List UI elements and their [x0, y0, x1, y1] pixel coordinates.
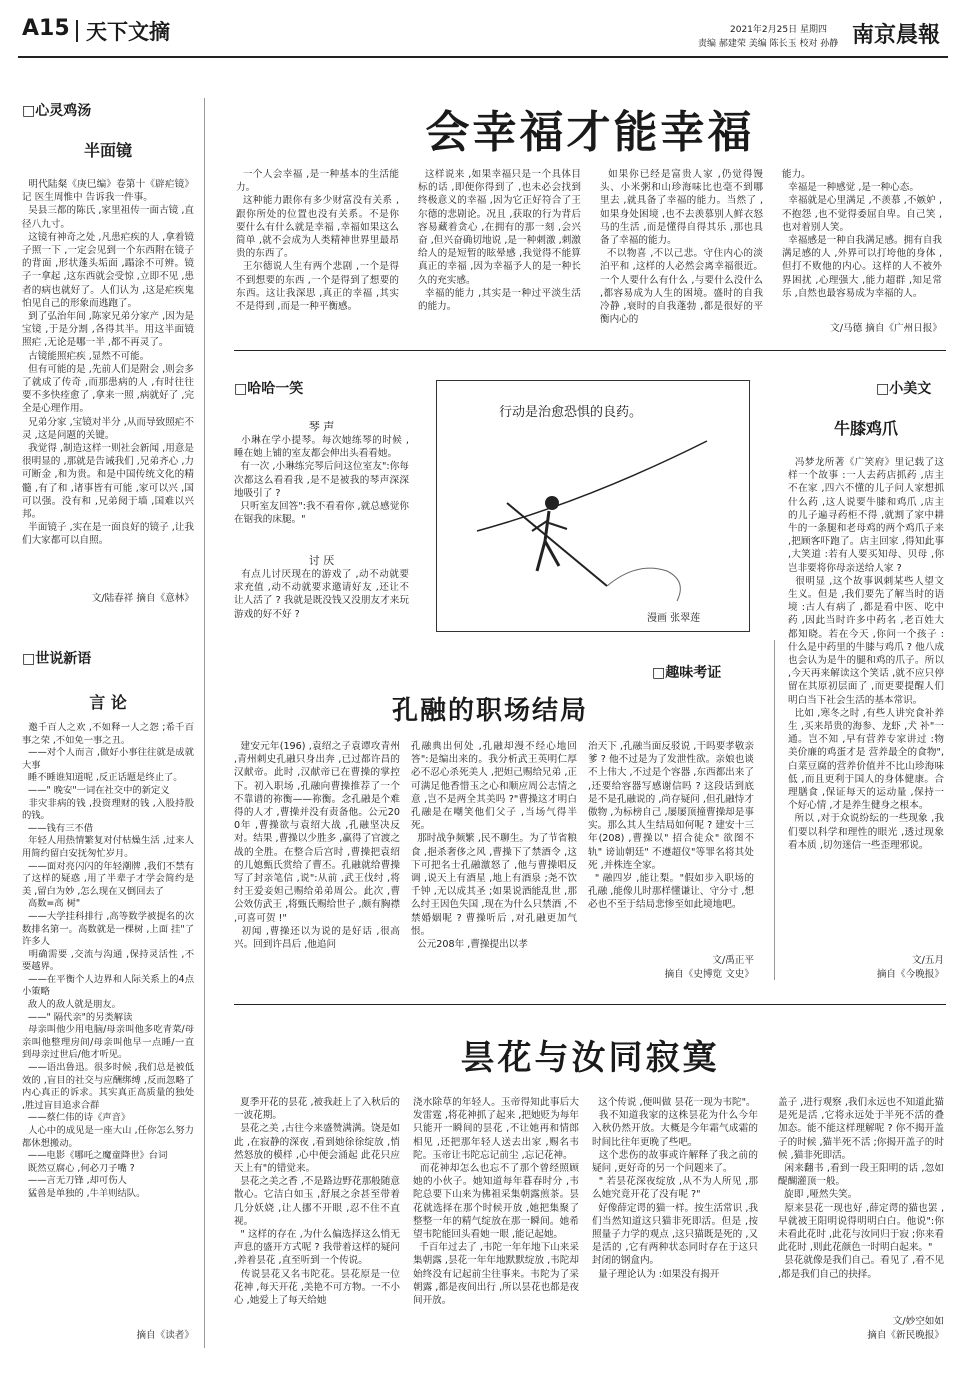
cartoon-credit: 漫画 张翠莲: [647, 613, 701, 624]
article-title-remarks: 言 论: [89, 693, 127, 712]
article-body-niuxi: 冯梦龙所著《广笑府》里记载了这样一个故事 :一人去药店抓药 ,店主不在家 ,四六不懂的儿子问人家想抓什么药 ,这人说要牛膝和鸡爪 ,店主的儿子遍寻药柜不得 ,就割了家中耕牛的一条腿和老母鸡的两个鸡爪子来 ,把顾客吓跑了。店主回家 ,得知此事 ,大笑道 :若有人要买知母、贝母 ,你岂非要将你母亲送给人家 ? 很明显 ,这个故事讽刺某些人望文生义。但是 ,我们要先了解当时的语境 :古人有病了 ,都是看中医、吃中药 ,因此当时许多中药名 ,老百姓大都知晓。若在今天 ,你问一个孩子 :什么是中药里的牛膝与鸡爪 ? 他八成也会认为是牛的腿和鸡的爪子。所以 ,今天再来解读这个笑话 ,就不应只停留在其原初层面了 ,而更要提醒人们明白当下社会生活的基本常识。 比如 ,寒冬之时 ,有些人讲究食补养生 ,买来昂贵的海参、龙虾 ,犬 补"一通。岂不知 ,早有营养专家讲过 :物美价廉的鸡蛋才是 营养最全的食物",白菜豆腐的营养价值并不比山珍海味低 ,而且更利于国人的身体健康。合理膳食 ,保证每天的运动量 ,保持一个好心情 ,才是养生健身之根本。 所以 ,对于众说纷纭的一些现象 ,我们要以科学和理性的眼光 ,透过现象看本质 ,切勿迷信一些歪理邪说。: [788, 457, 945, 851]
article-source-epiphyllum: 摘自《新民晚报》: [867, 1330, 944, 1341]
article-source-kongrong: 摘自《史博览 文史》: [664, 969, 754, 980]
article-epiphyllum-col3: 这个传说 ,便叫做 昙花一现为韦陀"。 我不知道我家的这株昙花为什么今年入秋仍然开放。大概是今年霜气成霜的时间比往年更晚了些吧。 这个悲伤的故事或许解释了我之前的疑问 ,更好奇的另一个问题来了。 " 若昙花深夜绽放 ,从不为人所见 ,那么她究竟开花了没有呢 ?" 好像薛定谔的猫一样。按生活常识 ,我们当然知道这只猫非死即活。但是 ,按照量子力学的观点 ,这只猫既是死的 ,又是活的 ,它有两种状态同时存在于这只封闭的钢盒内。 量子理论认为 :如果没有揭开: [592, 1097, 758, 1280]
section-rule-2: [234, 1004, 946, 1005]
article-kongrong-col2: 孔融典出何处 ,孔融却漫不经心地回答":是编出来的。我分析武王英明仁厚必不忍心杀死美人 ,把妲己赐给兄弟 ,正可满足他香惜玉之心和顺应周公志情之意 ,岂不是两全其美吗 ?"曹操这才明白孔融是在嘲笑他们父子 ,当场气得半死。 那时战争频繁 ,民不聊生。为了节省粮食 ,挹杀奢侈之风 ,曹操下了禁酒令 ,这下可把名士孔融激怒了 ,他与曹操唱反调 ,说天上有酒星 ,地上有酒泉 ;尧不饮千钟 ,无以成其圣 ;如果说酒能乱世 ,那么纣王因色失国 ,现在为什么只禁酒 ,不禁婚姻呢 ? 曹操听后 ,对孔融更加气恨。 公元208年 ,曹操提出以孝: [411, 741, 577, 951]
article-source-remarks: 摘自《读者》: [136, 1330, 194, 1341]
newspaper-logo: 南京晨報: [852, 22, 941, 48]
column-divider-right: [774, 640, 775, 980]
cartoon-caption: 行动是治愈恐惧的良药。: [499, 405, 643, 420]
cartoon-frame: [436, 380, 750, 632]
section-rule-1: [234, 350, 946, 351]
joke-body-violin: 小琳在学小提琴。每次她练琴的时候 ,睡在她上铺的室友都会伸出头看看她。 有一次 ,小琳练完琴后问这位室友":你每次都这么看看我 ,是不是被我的琴声深深地吸引了 ? 只听室友回答":我不看看你 ,就总感觉你在锯我的床腿。": [234, 435, 409, 526]
article-happiness-col4: 能力。 幸福是一种感觉 ,是一种心态。 幸福就是心里满足 ,不羡慕 ,不嫉妒 ,不抱怨 ,也不觉得委屈自卑。自己笑 ,也对着别人笑。 幸福感是一种自我满足感。拥有自我满足感的人 ,外界可以打垮他的身体 ,但打不败他的内心。这样的人不被外界困扰 ,心理强大 ,能力超群 ,知足常乐 ,自然也最容易成为幸福的人。: [782, 169, 943, 299]
joke-body-annoying: 有点儿讨厌现在的游戏了 ,动不动就要求充值 ,动不动就要求邀请好友 ,还让不让人活了 ? 我就是既没钱又没朋友才来玩游戏的好不好 ?: [234, 569, 409, 620]
column-tag-heart: □心灵鸡汤: [22, 103, 92, 119]
article-title-mirror: 半面镜: [83, 141, 132, 160]
header-rule: [18, 56, 948, 58]
article-source-mirror: 文/陆春祥 摘自《意林》: [91, 593, 194, 604]
column-tag-sayings: □世说新语: [22, 651, 92, 667]
column-tag-research: □趣味考证: [652, 665, 722, 681]
editors-credit: 责编 郝建荣 美编 陈长玉 校对 孙静: [698, 39, 839, 49]
article-epiphyllum-col4: 盖子 ,进行观察 ,我们永远也不知道此猫是死是活 ,它将永远处于半死不活的叠加态。能不能这样理解呢 ? 你不揭开盖子的时候 ,猫半死不活 ;你揭开盖子的时候 ,猫非死即活。 闲来翻书 ,看到一段王阳明的话 ,忽如醍醐灌顶一般。 旋即 ,哑然失笑。 原来昙花一现也好 ,薛定谔的猫也罢 ,早就被王阳明说得明明白白。他说":你未看此花时 ,此花与汝同归于寂 ;你来看此花时 ,则此花颜色一时明白起来。" 昙花就像是我们自己。看见了 ,看不见 ,都是我们自己的抉择。: [778, 1097, 944, 1280]
article-happiness-col3: 如果你已经是富贵人家 ,仍觉得馒头、小米粥和山珍海味比也毫不到哪里去 ,就具备了幸福的能力。当然了 ,如果身处困境 ,也不去羡慕别人鲜衣怒马的生活 ,而是懂得自得其乐 ,那也具备了幸福的能力。 不以物喜 ,不以己悲。守住内心的淡泊平和 ,这样的人必然会离幸福很近。一个人要什么有什么 ,与要什么没什么 ,都容易成为人生的困境。盛时的自我冷静 ,衰时的自我蓬勃 ,都是很好的平衡内心的: [600, 169, 763, 326]
article-author-epiphyllum: 文/妙空如如: [892, 1316, 944, 1327]
article-happiness-col2: 这样说来 ,如果幸福只是一个具体目标的话 ,即便你得到了 ,也未必会找到终极意义的幸福 ,因为它正好符合了王尔德的悲剧论。况且 ,获取的行为背后容易藏着贪心 ,在拥有的那一刻 ,会兴奋 ,但兴奋确切地说 ,是一种刺激 ,刺激给人的是短暂的眩晕感 ,我觉得不能算真正的幸福 ,因为幸福予人的是一种长久的充实感。 幸福的能力 ,其实是一种过平淡生活的能力。: [418, 169, 581, 313]
article-title-epiphyllum: 昙花与汝同寂寞: [460, 1038, 720, 1078]
column-divider: [204, 98, 205, 1348]
article-title-happiness: 会幸福才能幸福: [425, 107, 755, 158]
article-author-kongrong: 文/禹正平: [712, 955, 754, 966]
article-author-niuxi: 文/五月: [911, 955, 944, 966]
issue-date: 2021年2月25日 星期四: [730, 25, 827, 35]
column-tag-essay: □小美文: [876, 381, 932, 397]
page-number: A15: [22, 16, 70, 41]
cartoon-tightrope-illustration: [437, 381, 749, 631]
article-title-kongrong: 孔融的职场结局: [391, 696, 588, 726]
article-source-happiness: 文/马德 摘自《广州日报》: [830, 323, 942, 334]
joke-title-violin: 琴 声: [308, 420, 335, 433]
header-separator: [76, 20, 78, 42]
page-header: [0, 0, 967, 58]
article-kongrong-col3: 治天下 ,孔融当面反驳说 ,干吗要孝敬亲爹 ? 他不过是为了发泄性欲。亲娘也谈不上伟大 ,不过是个容器 ,东西都出来了 ,还要给容器写感谢信吗 ? 这段话到底是不是孔融说的 ,尚存疑问 ,但孔融恃才傲物 ,为标榜自己 ,屡屡顶撞曹操却是事实。那么其人生结局如何呢 ? 建安十三年(208) ,曹操以" 招合徒众" 欲图不轨" 谤讪朝廷" 不遵超仪"等罪名将其处死 ,并株连全家。 " 融四岁 ,能让梨。"假如步入职场的孔融 ,能像儿时那样懂谦让、守分寸 ,想必也不至于结局悲惨至如此境地吧。: [588, 741, 754, 911]
article-body-remarks: 邀千百人之欢 ,不如释一人之怨 ;希千百事之荣 ,不如免一事之丑。 ——对个人而言 ,做好小事往往就是成就大事 睡不睡谁知道呢 ,反正话题是终止了。 ——" 晚安"一词在社交中的新定义 非灾非病的钱 ,投资理财的钱 ,入股持股的钱。 ——钱有三不借 年轻人用热情繁复对付枯燥生活 ,过来人用简约留白安抚匆忙岁月。 ——面对亮闪闪的年轻潮牌 ,我们不禁有了这样的疑惑 ,用了半辈子才学会简约是美 ,留白为妙 ,怎么现在又倒回去了 高数=高 树" ——大学挂科排行 ,高等数学被提名的次数排名第一。高数就是一棵树 ,上面 挂"了许多人 明确需要 ,交流与沟通 ,保持灵活性 ,不要越界。 ——在平衡个人边界和人际关系上的4点小策略 敌人的敌人就是朋友。 ——" 隔代亲"的另类解读 母亲叫他少用电脑/母亲叫他多吃青菜/母亲叫他整理房间/母亲叫他早一点睡/一直到母亲过世后/他才听见。 ——语出鲁迅。很多时候 ,我们总是被低效的 ,盲目的社交与应酬绑缚 ,反而忽略了内心真正的诉求。其实真正高质量的独处 ,胜过盲目追求合群 ——蔡仁伟的诗《声音》 人心中的成见是一座大山 ,任你怎么努力都休想搬动。 ——电影《哪吒之魔童降世》台词 既然豆腐心 ,何必刀子嘴 ? ——言无刀锋 ,却可伤人 猛兽是单独的 ,牛羊则结队。: [22, 722, 194, 1199]
article-body-mirror: 明代陆粲《庚巳编》卷第十《辟疟镜》记 医生周惟中 告诉我一件事。 吴县三都的陈氏 ,家里祖传一面古镜 ,直径八九寸。 这镜有神奇之处 ,凡患疟疾的人 ,拿着镜子照一下 ,一定会见到一个东西附在镜子的背面 ,形状蓬头垢面 ,蹋涂不可辨。镜子一拿起 ,这东西就会受惊 ,立即不见 ,患者的病也就好了。人们认为 ,这是疟疾鬼怕见自己的形象而逃跑了。 到了弘治年间 ,陈家兄弟分家产 ,因为是宝镜 ,于是分割 ,各得其半。用这半面镜照疟 ,无论是哪一半 ,都不再灵了。 古镜能照疟疾 ,显然不可能。 但有可能的是 ,先前人们是附会 ,则会多了就成了传奇 ,而那患病的人 ,有时往往要不多快痊愈了 ,拿来一照 ,病就好了 ,完全是心理作用。 兄弟分家 ,宝镜对半分 ,从而导致照疟不灵 ,这是问题的关键。 我觉得 ,制造这样一则社会新闻 ,用意是很明显的 ,那就是告诫我们 ,兄弟齐心 ,力可断金 ,和为贵。和是中国传统文化的精髓 ,有了和 ,诸事皆有可能 ,家可以兴 ,国可以强。没有和 ,兄弟阋于墙 ,国难以兴邦。 半面镜子 ,实在是一面良好的镜子 ,让我们大家都可以自照。: [22, 179, 195, 547]
joke-title-annoying: 讨 厌: [308, 554, 335, 567]
article-happiness-col1: 一个人会幸福 ,是一种基本的生活能力。 这种能力跟你有多少财富没有关系 ,跟你所处的位置也没有关系。不是你要什么有什么就是幸福 ,幸福如果这么简单 ,就不会成为人类精神世界里最昂贵的东西了。 王尔德说人生有两个悲剧 ,一个是得不到想要的东西 ,一个是得到了想要的东西。这让我深思 ,真正的幸福 ,其实不是得到 ,而是一种平衡感。: [236, 169, 399, 313]
article-epiphyllum-col2: 浇水除草的年轻人。玉帝得知此事后大发雷霆 ,将花神抓了起来 ,把她贬为每年只能开一瞬间的昙花 ,不让她再和情郎相见 ,还把那年轻人送去出家 ,赐名韦陀。玉帝让韦陀忘记前尘 ,忘记花神。 而花神却怎么也忘不了那个曾经照顾她的小伙子。她知道每年暮春时分 ,韦陀总要下山来为佛祖采集朝露煎茶。昙花就选择在那个时候开放 ,她把集聚了整整一年的精气绽放在那一瞬间。她希望韦陀能回头看她一眼 ,能记起她。 千百年过去了 ,韦陀一年年地下山来采集朝露 ,昙花一年年地默默绽放 ,韦陀却始终没有记起前尘往事来。韦陀为了采朝露 ,都是夜间出行 ,所以昙花也都是夜间开放。: [413, 1097, 579, 1307]
article-source-niuxi: 摘自《今晚报》: [876, 969, 944, 980]
article-epiphyllum-col1: 夏季开花的昙花 ,被我赶上了入秋后的一波花期。 昙花之美 ,古往今来盛赞满满。饶是如此 ,在寂静的深夜 ,看到她徐徐绽放 ,悄然怒放的模样 ,心中便会涌起 此花只应天上有"的错觉来。 昙花之美之香 ,不是路边野花那般随意散心。它洁白如玉 ,舒展之余甚至带着几分妖娆 ,让人挪不开眼 ,忍不住不直视。 " 这样的存在 ,为什么偏选择这么悄无声息的盛开方式呢 ? 我带着这样的疑问 ,养着昙花 ,直至听到一个传说。 传说昙花又名韦陀花。昙花原是一位花神 ,每天开花 ,美艳不可方物。一不小心 ,她爱上了每天给她: [234, 1097, 400, 1307]
article-kongrong-col1: 建安元年(196) ,袁绍之子袁谭攻青州 ,青州刺史孔融只身出奔 ,已过都许昌的汉献帝。此时 ,汉献帝已在曹操的掌控下。初入职场 ,孔融向曹操推荐了一个不靠谱的祢衡——祢衡。念孔融是个难得的人才 ,曹操并没有责备他。公元200年 ,曹操欲与袁绍大战 ,孔融坚决反对。结果 ,曹操以少胜多 ,赢得了官渡之战的全胜。在整合后宫时 ,曹操把袁绍的儿媳甄氏赏给了曹丕。孔融就给曹操写了封亲笔信 ,说":从前 ,武王伐纣 ,将纣王爱妾妲己赐给弟弟周公。此次 ,曹公效仿武王 ,将甄氏赐给世子 ,颇有胸襟 ,可喜可贺 !" 初闻 ,曹操还以为说的是好话 ,很高兴。回到许昌后 ,他追问: [234, 741, 400, 951]
section-title: 天下文摘: [86, 20, 170, 44]
column-tag-joke: □哈哈一笑: [234, 381, 304, 397]
article-title-niuxi: 牛膝鸡爪: [833, 419, 898, 438]
